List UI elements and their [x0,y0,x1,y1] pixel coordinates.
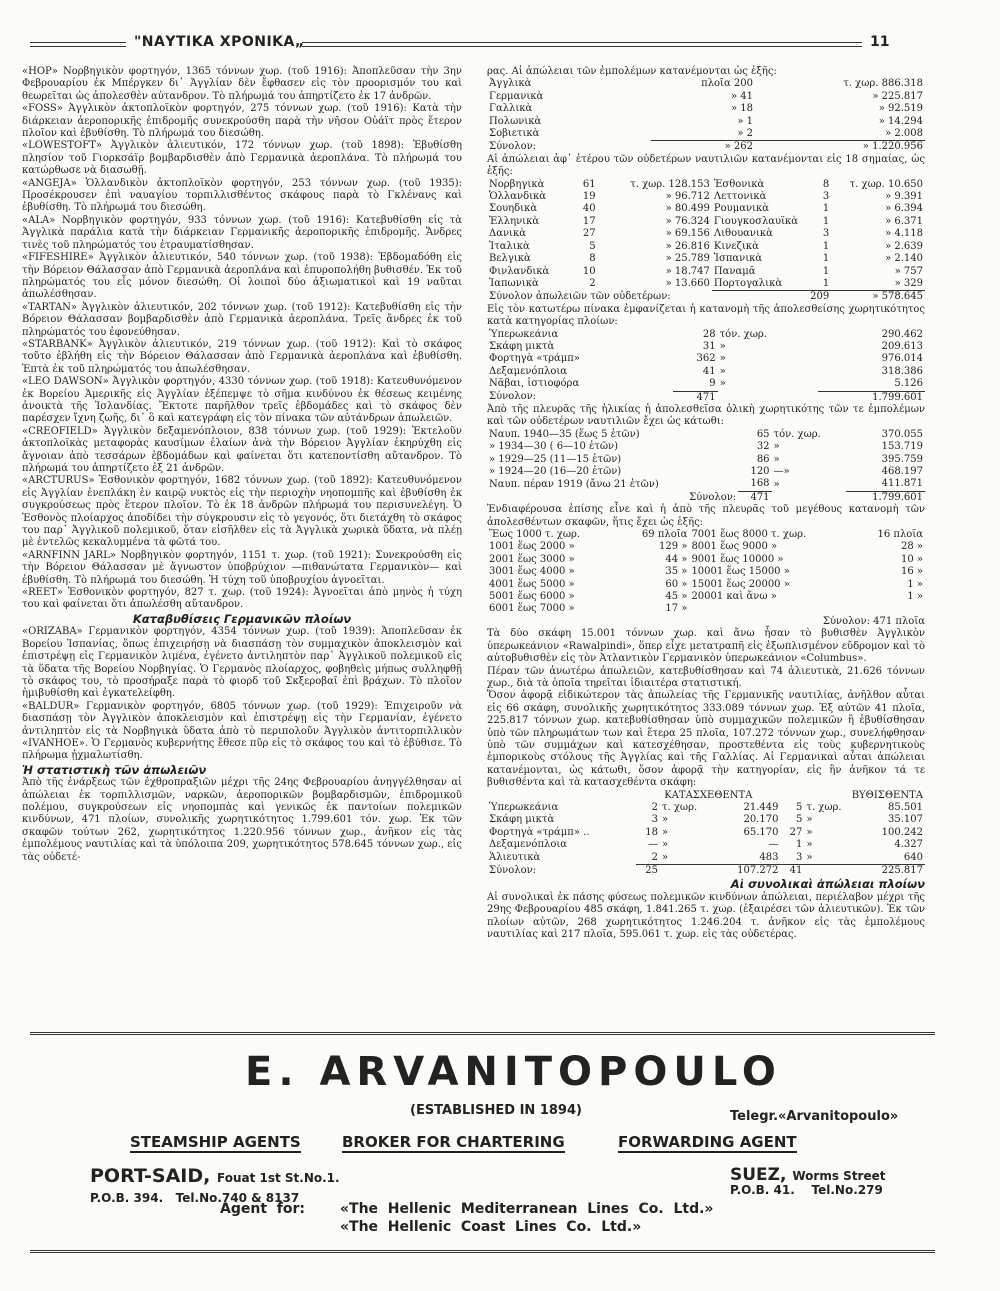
german-row [487,802,925,814]
size-row [487,566,925,578]
neutral-intro: Αἱ ἀπώλειαι ἀφ᾽ ἑτέρου τῶν οὐδετέρων ναυτιλιῶν κατανέμονται εἰς 18 σημαίας, ὡς ἑξῆς: [487,153,925,178]
neutral-row-cell: 1 [822,203,830,215]
belligerent-tons: » 14.294 [878,115,923,127]
magazine-title: "ΝΑΥΤΙΚΑ ΧΡΟΝΙΚΑ„ [134,34,305,50]
neutral-row-cell: » 757 [894,265,923,277]
german-losses-text [487,628,925,789]
age-row-cell: 86 [756,453,770,465]
german-row-cell: 2 [651,851,658,863]
category-row [487,341,925,353]
category-row [487,353,925,365]
belligerent-row [487,116,925,128]
neutral-row-cell: 19 [582,191,596,203]
german-row-cell: 21.449 [743,801,779,813]
age-row-cell: Ναυπ. 1940—35 (ἕως 5 ἐτῶν) [489,428,640,440]
ship-entry: «REET» Ἐσθονικὸν φορτηγόν, 827 τ. χωρ. (τοῦ 1924): Ἀγνοεῖται ἀπὸ μηνὸς ἡ τύχη του καὶ φαίνεται ὅτι ἀπωλέσθη αὔτανδρον. [22,587,462,611]
agent-for-label: Agent for: [220,1201,305,1217]
size-row-cell: 16 πλοῖα [877,529,923,541]
german-ship-entry: «ORIZABA» Γερμανικὸν φορτηγόν, 4354 τόννων χωρ. (τοῦ 1939): Ἀποπλεῦσαν ἐκ Βορείου Ἱσπανίας, ὅπως ἐπιχειρήσῃ νὰ διασπάσῃ τὸν συμμαχικὸν ἀποκλεισμὸν καὶ ἐπιστρέψῃ εἰς Γερμανικὸν λιμένα, ἐγένετο ἀντιληπτὸν παρ᾽ Ἀγγλικοῦ πολεμικοῦ εἰς τὰ ὕδατα τῆς Βορείου Νορβηγίας. Ὁ Γερμανὸς πλοίαρχος, φοβηθεὶς μήπως συλληφθῇ τὸ σκάφος του, τὸ προσήραξε παρὰ τὸ φιορδ τοῦ Σκξεροβαῖ ἐπὶ βράχων. Τὸ πλοῖον ἡμιβυθίσθη καὶ ἐγκατελείφθη. [22,626,462,700]
neutral-row-cell: » 6.371 [885,215,923,227]
belligerent-ships: » 1 [737,115,753,127]
age-row [487,454,925,466]
age-row-cell: » 1934—30 ( 6—10 ἐτῶν) [489,441,619,453]
category-row-cell: 41 [702,365,716,377]
age-row-cell: » 1929—25 (11—15 ἐτῶν) [489,453,622,465]
age-total-ships: 471 [738,491,771,504]
port-said-contact: P.O.B. 394. Tel.No.740 & 8137 [90,1191,300,1205]
german-row-cell: 20.170 [743,814,779,826]
category-row-cell: 290.462 [881,328,923,340]
neutral-table [487,179,925,304]
neutral-row [487,253,925,265]
german-row-cell: Φορτηγὰ «τράμπ» .. [489,826,590,838]
belligerent-total-row [487,141,925,154]
agency-line-coast: «The Hellenic Coast Lines Co. Ltd.» [340,1219,642,1235]
neutral-row [487,228,925,240]
neutral-row-cell: 3 [822,228,830,240]
total-label: Σύνολον: [489,141,537,153]
service-steamship-agents: STEAMSHIP AGENTS [130,1133,301,1151]
german-row-cell: Σκάφη μικτὰ [489,814,555,826]
category-row-cell: 209.613 [881,340,923,352]
size-row-cell: 129 » [659,541,688,553]
neutral-row-cell: 1 [822,265,830,277]
age-row-cell: 411.871 [881,478,923,490]
category-row-cell: Ὑπερωκεάνια [489,328,559,340]
age-row-cell: 32 [756,441,770,453]
german-total-cell [660,865,716,878]
neutral-row-cell: » 2.639 [885,240,923,252]
ship-entry: «ARCTURUS» Ἐσθονικὸν φορτηγόν, 1682 τόννων χωρ. (τοῦ 1892): Κατευθυνόμενον εἰς Ἀγγλίαν ἐνεπλάκη ἐν καιρῷ νυκτὸς εἰς τὴν περιοχὴν νηοπομπῆς καὶ ἐβυθίσθη ἐκ συγκρούσεως πρὸς ἕτερον πλοῖον. Τὸ ἐκ 18 ἀνδρῶν πλήρωμά του περισυνελέγη. Ὁ Ἐσθονὸς πλοίαρχος ἀποδίδει τὴν σύγκρουσιν εἰς τὸ γεγονός, ὅτι διετάχθη τὸ σκάφος του παρ᾽ Ἀγγλικοῦ πολεμικοῦ, ὅταν εἰσῆλθεν εἰς τὰ Ἀγγλικὰ χωρικὰ ὕδατα, νὰ πλέῃ μὲ ἐντελῶς κεκαλυμμένα τὰ φῶτά του. [22,475,462,549]
german-total-cell: 225.817 [860,865,925,878]
ship-entry: «FIFESHIRE» Ἀγγλικὸν ἁλιευτικόν, 540 τόννων χωρ. (τοῦ 1938): Ἑβδομαδόθη εἰς τὴν Βόρειον Θάλασσαν ἀπὸ Γερμανικὰ ἀεροπλάνα καὶ ἐπυροπολήθη βυθισθέν. Ἐκ τοῦ πληρώματός του εἷς μόνον διεσώθη. Οἱ λοιποὶ δύο ἀξιωματικοὶ καὶ 19 ναῦται ἀπωλέσθησαν. [22,252,462,301]
category-row-cell: 31 [702,340,716,352]
german-row-cell: 1 [796,839,803,851]
neutral-total-tons: » 578.645 [831,291,925,304]
neutral-row [487,241,925,253]
size-total: Σύνολον: 471 πλοῖα [822,615,925,627]
size-row-cell: 5001 ἕως 6000 » [489,591,575,603]
size-row [487,591,925,603]
neutral-row-cell: Ἐσθονικὰ [713,178,765,190]
neutral-row-cell: Ἱσπανικὰ [713,253,763,265]
german-row [487,814,925,826]
neutral-row-cell: 61 [582,178,596,190]
statistics-paragraph: Ἀπὸ τῆς ἐνάρξεως τῶν ἐχθροπραξιῶν μέχρι τῆς 24ης Φεβρουαρίου ἀνηγγέλθησαν αἱ ἀπώλειαι ἐκ τορπιλλισμῶν, ναρκῶν, ἀεροπορικῶν βομβαρδισμῶν, ἐπιδρομικοῦ πολέμου, συγκρούσεων εἰς νηοπομπὰς καὶ γενικῶς ἐκ παντοίων πολεμικῶν κινδύνων, 471 πλοίων, συνολικῆς χωρητικότητος 1.799.601 τόν. χωρ. Ἐκ τῶν σκαφῶν τούτων 262, χωρητικότητος 1.220.956 τόννων χωρ., ἀνῆκον εἰς τὰς ἐμπολέμους ναυτιλίας καὶ τὰ ὑπόλοιπα 209, χωρητικότητος 578.645 τόννων χωρ., εἰς τὰς οὐδετέ- [22,777,462,863]
belligerent-row [487,128,925,141]
neutral-row-cell: 8 [589,253,596,265]
category-row-cell: 28 [702,328,716,340]
category-total-label: Σύνολον: [489,391,537,403]
neutral-row [487,266,925,278]
section-heading-german-sinkings: Καταβυθίσεις Γερμανικῶν πλοίων [132,611,352,626]
neutral-row-cell: 1 [822,277,830,289]
german-row-cell: 640 [903,851,923,863]
size-row-cell [856,603,925,615]
section-heading-total-losses: Αἱ συνολικαὶ ἀπώλειαι πλοίων [730,877,925,892]
age-row-cell: τόν. χωρ. [773,428,821,440]
german-row-cell: 18 [645,826,658,838]
german-total-cell [804,865,860,878]
neutral-row-cell: » 4.118 [885,228,923,240]
neutral-row-cell: » 96.712 [665,191,710,203]
category-total-ships: 471 [673,391,718,404]
german-row-cell: 5 [796,814,803,826]
german-row [487,839,925,851]
size-row-cell: 3001 ἕως 4000 » [489,566,575,578]
sunk-header: ΒΥΘΙΣΘΕΝΤΑ [851,789,923,801]
suez-address [730,1165,885,1185]
german-row-cell: » [661,826,669,838]
neutral-row-cell: Ἰαπωνικὰ [489,278,539,290]
category-row-cell: » [719,353,726,365]
neutral-row-cell: 27 [582,228,596,240]
size-row-cell: 17 » [665,603,688,615]
neutral-row-cell: Λεττονικὰ [713,191,767,203]
belligerent-tons: » 225.817 [872,90,923,102]
category-row-cell: τόν. χωρ. [719,328,767,340]
ship-entry: «CREOFIELD» Ἀγγλικὸν δεξαμενόπλοιον, 838 τόννων χωρ. (τοῦ 1929): Ἐκτελοῦν ἀκτοπλοϊκὰς μεταφορὰς καυσίμων ἐλαίων ἀνὰ τὴν Βόρειον Ἀγγλίαν ἐκηρύχθη εἰς ἄγνοιαν ἀπὸ τεσσάρων ἑβδομάδων καὶ φαίνεται ὅτι κατεποντίσθη αὔτανδρον. Τὸ πλήρωμά του ἀπηρτίζετο ἐξ 21 ἀνδρῶν. [22,425,462,474]
size-row-cell: 20001 καὶ ἄνω » [691,591,777,603]
size-row-cell: 16 » [900,566,923,578]
belligerent-intro: ρας. Αἱ ἀπώλειαι τῶν ἐμπολέμων κατανέμονται ὡς ἑξῆς: [487,66,777,77]
belligerent-ships: πλοῖα 200 [701,78,753,90]
neutral-row-cell: » 13.660 [665,278,710,290]
belligerent-tons: » 2.008 [885,128,923,140]
german-total-row [487,865,925,878]
age-row-cell: 395.759 [881,453,923,465]
age-intro: Ἀπὸ τῆς πλευρᾶς τῆς ἡλικίας ἡ ἀπολεσθεῖσα ὁλικὴ χωρητικότης τῶν τε ἐμπολέμων καὶ τῶν οὐδετέρων ναυτιλιῶν ἔχει ὡς κάτωθι: [487,403,925,428]
german-row [487,827,925,839]
german-row-cell: 2 [651,801,658,813]
right-column [487,66,925,941]
ship-entry: «LEO DAWSON» Ἀγγλικὸν φορτηγόν, 4330 τόννων χωρ. (τοῦ 1918): Κατευθυνόμενον ἐκ Βορείου Ἀμερικῆς εἰς Ἀγγλίαν ἐξέπεμψε τὸ σῆμα κινδύνου ἐκ θέσεως κειμένης ἀνοικτὰ τῆς Ἰσλανδίας. Ἔκτοτε παρῆλθον τρεῖς ἑβδομάδες καὶ τὸ σκάφος δὲν παρέσχεν ἴχνη ζωῆς, δι᾽ ὃ καὶ κατεγράφη εἰς τὸν πίνακα τῶν αὐτάνδρων ἀπωλειῶν. [22,376,462,425]
size-row [487,541,925,553]
age-row-cell: Ναυπ. πέραν 1919 (ἄνω 21 ἐτῶν) [489,478,659,490]
ship-entry: «STARBANK» Ἀγγλικὸν ἁλιευτικόν, 219 τόννων χωρ. (τοῦ 1912): Καὶ τὸ σκάφος τοῦτο ἐβλήθη εἰς τὴν Βόρειον Θάλασσαν ἀπὸ Γερμανικὰ ἀεροπλάνα καὶ ἐβυθίσθη. Ἑπτὰ ἐκ τοῦ πληρώματός του ἀπωλέσθησαν. [22,338,462,375]
german-row-cell: 85.501 [888,801,923,813]
suez-city: SUEZ, [730,1165,787,1185]
seized-header: ΚΑΤΑΣΧΕΘΕΝΤΑ [664,789,753,801]
neutral-row [487,179,925,191]
neutral-row-cell: τ. χωρ. 128.153 [630,178,710,190]
belligerent-ships: » 41 [730,90,753,102]
german-row-cell: 4.327 [894,839,923,851]
neutral-total-label: Σύνολον ἀπωλειῶν τῶν οὐδετέρων: [489,291,671,303]
german-row-cell: » [806,826,813,838]
size-row [487,603,925,615]
belligerent-tons: » 92.519 [878,103,923,115]
category-row [487,378,925,391]
german-total-cell: 41 [781,865,805,878]
neutral-row [487,216,925,228]
category-row-cell: 362 [696,353,716,365]
age-total-tons: 1.799.601 [846,491,925,504]
size-row-cell: 1 » [907,578,923,590]
neutral-row-cell: Κινεζικὰ [713,240,759,252]
german-row-cell: Ὑπερωκεάνια [489,801,559,813]
belligerent-country: Γερμανικὰ [489,90,544,102]
german-row-cell: 5 [796,801,803,813]
total-ships: » 262 [651,141,755,154]
neutral-total-row [487,291,925,304]
size-row-cell: 60 » [665,578,688,590]
ship-entry: «TARTAN» Ἀγγλικὸν ἁλιευτικόν, 202 τόννων χωρ. (τοῦ 1912): Κατεβυθίσθη εἰς τὴν Βόρειον Θάλασσαν βομβαρδισθὲν ἀπὸ Γερμανικὰ ἀεροπλάνα. Τρεῖς ἄνδρες ἐκ τοῦ πληρώματός του ἐφονεύθησαν. [22,301,462,338]
german-row-cell: τ. χωρ. [661,801,698,813]
ship-entries [22,66,462,612]
size-row-cell [689,603,855,615]
neutral-row-cell: 17 [582,215,596,227]
category-row-cell: 9 [709,378,716,390]
service-forwarding-agent: FORWARDING AGENT [618,1133,797,1151]
size-row-cell: 44 » [665,553,688,565]
neutral-row-cell: Πορτογαλικὰ [713,277,783,289]
neutral-row [487,191,925,203]
neutral-row-cell: » 329 [894,277,923,289]
service-broker-chartering: BROKER FOR CHARTERING [342,1133,565,1151]
category-total-row [487,391,925,404]
german-losses-table [487,790,925,878]
size-table [487,529,925,616]
belligerent-country: Ἀγγλικὰ [489,78,532,90]
size-row-cell: 2001 ἕως 3000 » [489,553,575,565]
category-row [487,329,925,341]
category-row-cell: » [719,365,726,377]
german-row-cell: » [661,839,669,851]
belligerent-ships: » 18 [730,103,753,115]
port-said-street: Fouat 1st St.No.1. [216,1171,340,1185]
german-row-cell: » [806,851,813,863]
header-rule-right [302,42,862,47]
neutral-row [487,203,925,215]
port-said-city: PORT-SAID, [90,1165,211,1187]
size-row [487,554,925,566]
age-row-cell: 120 [750,466,770,477]
age-row [487,466,925,478]
category-row-cell: 5.126 [894,378,923,390]
size-row-cell: 7001 ἕως 8000 τ. χωρ. [691,529,807,541]
neutral-row-cell: Βελγικὰ [489,253,531,265]
ship-entry: «ARNFINN JARL» Νορβηγικὸν φορτηγόν, 1151 τ. χωρ. (τοῦ 1921): Συνεκρούσθη εἰς τὴν Βόρειον Θάλασσαν μὲ ἄγνωστον ὑποβρύχιον —πιθανώτατα Γερμανικὸν— καὶ ἐβυθίσθη. Τὸ πλήρωμά του διεσώθη. Ἡ τύχη τοῦ ὑποβρυχίου ἀγνοεῖται. [22,549,462,586]
german-row-cell: 27 [789,826,803,838]
ship-entry: «ANGEJA» Ὁλλανδικὸν ἀκτοπλοϊκὸν φορτηγόν, 253 τόννων χωρ. (τοῦ 1935): Προσέκρουσεν ἐπὶ ναυαγίου τορπιλλισθέντος σκάφους παρὰ τὸ Γκλένανς καὶ ἐβυθίσθη. Τὸ πλήρωμά του διεσώθη. [22,177,462,214]
german-ship-entries [22,626,462,762]
neutral-total-ships: 209 [712,291,831,304]
size-row-cell: 4001 ἕως 5000 » [489,578,575,590]
neutral-row-cell: » 6.394 [885,203,923,215]
neutral-row-cell: Ἑλληνικὰ [489,215,540,227]
german-total-cell: Σύνολον: [489,864,537,876]
german-total-cell: 25 [636,865,660,878]
paragraph: Τὰ δύο σκάφη 15.001 τόννων χωρ. καὶ ἄνω ἦσαν τὸ βυθισθὲν Ἀγγλικὸν ὑπερωκεάνιον «Rawalpindi», ὅπερ εἶχε μετατραπῆ εἰς ἐξωπλισμένον εὔδρομον καὶ τὸ αὐτοβυθισθὲν εἰς τὸν Ἀτλαντικὸν Γερμανικὸν ὑπερωκεάνιον «Columbus». [487,628,925,665]
age-row-cell: » [773,478,780,490]
german-row-cell: — [647,839,658,851]
neutral-row-cell: Νορβηγικὰ [489,178,545,190]
size-row-cell: 1001 ἕως 2000 » [489,541,575,553]
category-row-cell: » [719,340,726,352]
neutral-row-cell: » 26.816 [665,240,710,252]
neutral-row-cell: » 18.747 [665,265,710,277]
german-row-cell: 100.242 [881,826,923,838]
german-row-cell: 35.107 [888,814,923,826]
neutral-row-cell: Δανικὰ [489,228,526,240]
age-row-cell: » 1924—20 (16—20 ἐτῶν) [489,466,622,477]
company-name: E. ARVANITOPOULO [245,1049,782,1095]
age-total-row [487,491,925,504]
belligerent-country: Γαλλικὰ [489,103,533,115]
belligerent-country: Σοβιετικὰ [489,128,540,140]
advertisement-banner [30,1032,935,1253]
german-row-cell: Ἁλιευτικὰ [489,851,541,863]
ship-entry: «HOP» Νορβηγικὸν φορτηγόν, 1365 τόννων χωρ. (τοῦ 1916): Ἀποπλεῦσαν τὴν 3ην Φεβρουαρίου ἐκ Μπέργκεν δι᾽ Ἀγγλίαν δὲν ἔφθασεν εἰς τὸν προορισμόν του καὶ θεωρεῖται ὡς ἀπολεσθὲν αὐτανδρον. Τὸ πλήρωμά του ἀπηρτίζετο ἐκ 17 ἀνδρῶν. [22,66,462,102]
paragraph: Ὅσον ἀφορᾷ εἰδικώτερον τὰς ἀπωλείας τῆς Γερμανικῆς ναυτιλίας, ἀνῆλθον αὗται εἰς 66 σκάφη, συνολικῆς χωρητικότητος 333.089 τόννων χωρ. Ἐξ αὐτῶν 41 πλοῖα, 225.817 τόννων χωρ. κατεβυθίσθησαν ὑπὸ συμμαχικῶν πολεμικῶν ἢ ἐβυθίσθησαν ὑπὸ τῶν πληρωμάτων των καὶ ἕτερα 25 πλοῖα, 107.272 τόννων χωρ., συνελήφθησαν ὑπὸ τῶν συμμάχων καὶ κατεσχέθησαν, προστεθέντα εἰς τοὺς κυβερνητικοὺς ἐμπορικοὺς στόλους τῆς Ἀγγλίας καὶ τῆς Γαλλίας. Αἱ Γερμανικαὶ αὗται ἀπώλειαι κατανέμονται, ὡς κάτωθι, ὅσον ἀφορᾷ τὴν κατηγορίαν, εἰς ἣν ἀνῆκον τά τε βυθισθέντα καὶ τὰ κατασχεθέντα σκάφη: [487,690,925,789]
german-row-cell: Δεξαμενόπλοια [489,839,568,851]
neutral-row-cell: Λιθουανικὰ [713,228,773,240]
size-row-cell: 45 » [665,591,688,603]
neutral-row-cell: » 76.324 [665,215,710,227]
agency-line-mediterranean: «The Hellenic Mediterranean Lines Co. Ltd.» [340,1201,714,1217]
ship-entry: «ALA» Νορβηγικὸν φορτηγόν, 933 τόννων χωρ. (τοῦ 1916): Κατεβυθίσθη εἰς τὰ Ἀγγλικὰ παράλια κατὰ τὴν διάρκειαν Γερμανικῆς ἀεροπορικῆς ἐπιδρομῆς. Ἄνδρες τινὲς τοῦ πληρώματός του ἐτραυματίσθησαν. [22,214,462,251]
neutral-row-cell: 1 [822,215,830,227]
neutral-row [487,278,925,291]
neutral-row-cell: 8 [822,178,830,190]
page-header [30,34,890,54]
category-table [487,329,925,404]
belligerent-row [487,91,925,103]
category-row-cell: 976.014 [881,353,923,365]
neutral-row-cell: Σουηδικὰ [489,203,538,215]
port-said-address [90,1165,340,1187]
neutral-row-cell: 5 [589,240,596,252]
neutral-row-cell: 1 [822,253,830,265]
age-row-cell: » [773,453,780,465]
size-row-cell: 1 » [907,591,923,603]
size-row [487,529,925,541]
size-row-cell: 10001 ἕως 15000 » [691,566,790,578]
age-row-cell: 168 [750,478,770,490]
neutral-row-cell: Ἰταλικὰ [489,240,530,252]
age-row-cell: 153.719 [881,441,923,453]
statistics-text [22,777,462,864]
neutral-row-cell: 40 [582,203,596,215]
suez-street: Worms Street [792,1169,886,1183]
established-year: (ESTABLISHED IN 1894) [410,1103,582,1118]
neutral-row-cell: 1 [822,240,830,252]
age-row-cell: —» [773,466,790,477]
paragraph: Πέραν τῶν ἀνωτέρω ἀπωλειῶν, κατεβυθίσθησαν καὶ 74 ἁλιευτικὰ, 21.626 τόννων χωρ., διὰ τὰ ὁποῖα τηρεῖται ἰδιαιτέρα στατιστική. [487,665,925,689]
neutral-row-cell: τ. χωρ. 10.650 [849,178,923,190]
german-row-cell: » [661,851,669,863]
belligerent-country: Πολωνικὰ [489,115,542,127]
german-row-cell: 3 [651,814,658,826]
german-row-cell: » [806,839,813,851]
category-row-cell: » [719,378,726,390]
german-ship-entry: «BALDUR» Γερμανικὸν φορτηγόν, 6805 τόννων χωρ. (τοῦ 1929): Ἐπιχειροῦν νὰ διασπάσῃ τὸν Ἀγγλικὸν ἀποκλεισμὸν καὶ ἐπιστρέψῃ εἰς τὴν Γερμανίαν, ἐγένετο ἀντιληπτὸν εἰς τὰ Νορβηγικὰ ὕδατα ἀπὸ τὸ περιπολοῦν Ἀγγλικὸν ἀντιτορπιλλικὸν «IVANHOE». Ὁ Γερμανὸς κυβερνήτης ἔθεσε πῦρ εἰς τὸ σκάφος του καὶ τὸ ἐβύθισε. Τὸ πλήρωμα ᾐχμαλωτίσθη. [22,700,462,762]
telegram-address: Telegr.«Arvanitopoulo» [730,1109,899,1124]
size-intro: Ἐνδιαφέρουσα ἐπίσης εἶνε καὶ ἡ ἀπὸ τῆς πλευρᾶς τοῦ μεγέθους κατανομὴ τῶν ἀπολεσθέντων σκαφῶν, ἥτις ἔχει ὡς ἑξῆς: [487,504,925,528]
neutral-row-cell: » 80.499 [665,203,710,215]
neutral-row-cell: 10 [582,265,596,277]
neutral-row-cell: Φινλανδικὰ [489,265,550,277]
neutral-row-cell: 3 [822,191,830,203]
german-row-cell: τ. χωρ. [806,801,842,813]
total-losses-text: Αἱ συνολικαὶ ἐκ πάσης φύσεως πολεμικῶν κινδύνων ἀπώλειαι, περιέλαβον μέχρι τῆς 29ης Φεβρουαρίου 485 σκάφη, 1.841.265 τ. χωρ. (ἐξαιρέσει τῶν ἁλιευτικῶν). Ἐκ τῶν πλοίων αὐτῶν, 268 χωρητικότητος 1.246.204 τ. ἀνῆκον εἰς τὰς ἐμπολέμους ναυτιλίας καὶ 217 πλοῖα, 595.061 τ. χωρ. εἰς τὰς οὐδετέρας. [487,891,925,941]
german-row [487,852,925,865]
german-row-cell: 3 [796,851,803,863]
size-row-cell: 6001 ἕως 7000 » [489,603,575,615]
category-row-cell: Φορτηγὰ «τράμπ» [489,353,581,365]
suez-contact: P.O.B. 41. Tel.No.279 [730,1183,883,1197]
neutral-row-cell: » 2.140 [885,253,923,265]
category-intro: Εἰς τὸν κατωτέρω πίνακα ἐμφανίζεται ἡ κατανομὴ τῆς ἀπολεσθείσης χωρητικότητος κατὰ κατηγορίας πλοίων: [487,303,925,328]
neutral-row-cell: » 69.156 [665,228,710,240]
german-row-cell: 483 [759,851,779,863]
ship-entry: «FOSS» Ἀγγλικὸν ἀκτοπλοϊκὸν φορτηγόν, 275 τόννων χωρ. (τοῦ 1916): Κατὰ τὴν διάρκειαν ἀεροπορικῆς ἐπιδρομῆς συνεκρούσθη παρὰ τὴν νῆσον Οὐάϊτ πρὸς ἕτερον πλοῖον καὶ ἐβυθίσθη. Τὸ πλήρωμά του διεσώθη. [22,103,462,140]
age-row [487,478,925,491]
category-total-tons: 1.799.601 [818,391,925,404]
belligerent-table [487,78,925,153]
header-rule-left [30,42,126,47]
belligerent-tons: τ. χωρ. 886.318 [843,78,923,90]
size-row-cell: 8001 ἕως 9000 » [691,541,778,553]
neutral-row-cell: 2 [589,278,596,290]
age-row-cell: » [773,441,780,453]
size-row-cell: 15001 ἕως 20000 » [691,578,790,590]
category-row-cell: Δεξαμενόπλοια [489,365,568,377]
german-row-cell: — [768,839,779,851]
size-row [487,579,925,591]
neutral-row-cell: Ὁλλανδικὰ [489,191,547,203]
age-row-cell: 65 [756,428,770,440]
german-row-cell: » [661,814,669,826]
size-row-cell: 10 » [900,553,923,565]
neutral-row-cell: Γιουγκοσλαυϊκὰ [713,215,799,227]
category-row-cell: Νᾶβαι, ἱστιοφόρα [489,378,580,390]
age-row [487,441,925,453]
category-row-cell: Σκάφη μικτὰ [489,340,555,352]
left-column [22,66,462,864]
size-row-cell: 9001 ἕως 10000 » [691,553,784,565]
belligerent-row [487,78,925,90]
age-row-cell: 370.055 [881,428,923,440]
total-tons: » 1.220.956 [755,141,925,154]
belligerent-row [487,103,925,115]
page-number: 11 [870,34,890,50]
german-row-cell: 65.170 [743,826,779,838]
age-row [487,429,925,441]
category-row-cell: 318.386 [881,365,923,377]
section-heading-statistics: Ἡ στατιστικὴ τῶν ἀπωλειῶν [22,762,207,777]
age-table [487,429,925,504]
german-total-cell: 107.272 [716,865,781,878]
german-table-header [487,790,925,802]
belligerent-ships: » 2 [737,128,753,140]
german-row-cell: » [806,814,813,826]
neutral-row-cell: Παναμᾶ [713,265,756,277]
ship-entry: «LOWESTOFT» Ἀγγλικὸν ἁλιευτικόν, 172 τόννων χωρ. (τοῦ 1898): Ἐβυθίσθη πλησίον τοῦ Γιορκσάϊρ βομβαρδισθὲν ἀπὸ Γερμανικὰ ἀεροπλάνα. Τὸ πλήρωμά του κατώρθωσε νὰ διασωθῇ. [22,140,462,177]
size-row-cell: 69 πλοῖα [641,529,688,541]
size-row-cell: 28 » [900,541,923,553]
neutral-row-cell: » 9.391 [885,191,923,203]
size-row-cell: 35 » [665,566,688,578]
age-total-label: Σύνολον: [689,491,737,503]
neutral-row-cell: Ρουμανικὰ [713,203,769,215]
category-row [487,366,925,378]
neutral-row-cell: » 25.789 [665,253,710,265]
age-row-cell: 468.197 [881,466,923,477]
size-row-cell: Ἕως 1000 τ. χωρ. [489,529,581,541]
